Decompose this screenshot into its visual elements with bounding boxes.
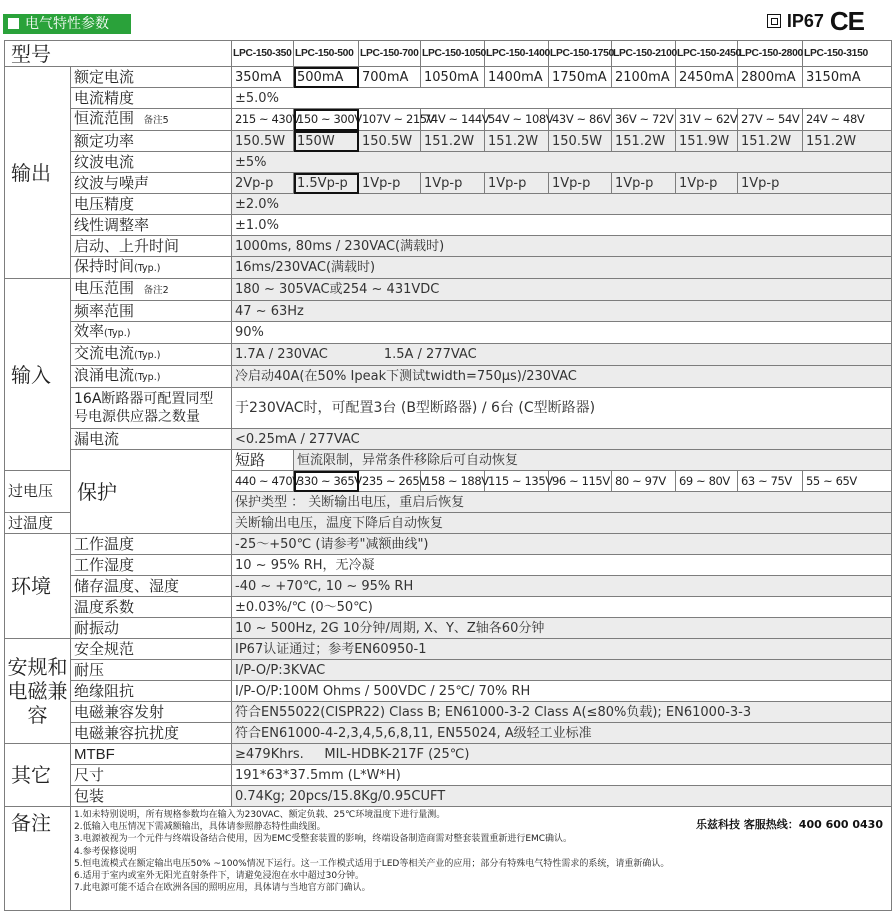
spec-label: 短路 (232, 450, 294, 471)
label-suffix: (Typ.) (104, 328, 131, 339)
spec-row (5, 152, 892, 173)
spec-label: 储存温度、湿度 (71, 576, 232, 597)
double-square-icon (767, 14, 781, 28)
spec-label: 尺寸 (71, 765, 232, 786)
value-cell: 1750mA (549, 67, 612, 88)
value-cell: 151.9W (676, 131, 738, 152)
note-item: 1.如未特别说明，所有规格参数均在输入为230VAC、额定负载、25℃环境温度下进行量测。 (74, 810, 446, 820)
spec-value: 191*63*37.5mm (L*W*H) (232, 765, 892, 786)
value-cell: 1Vp-p (421, 173, 485, 194)
spec-value: 于230VAC时，可配置3台 (B型断路器) / 6台 (C型断路器) (232, 388, 892, 429)
hotline: 乐兹科技 客服热线：400 600 0430 (695, 818, 883, 831)
spec-value: 关断输出电压，温度下降后自动恢复 (232, 513, 892, 534)
model-name: LPC-150-1050 (421, 41, 485, 67)
notes-row (5, 807, 892, 911)
value-cell: 24V ~ 48V (803, 109, 892, 131)
label-suffix: (Typ.) (134, 350, 161, 361)
spec-row (5, 366, 892, 388)
spec-row (5, 576, 892, 597)
spec-row (5, 257, 892, 279)
label-text: 恒流范围 (74, 109, 135, 127)
spec-row (5, 450, 892, 471)
ce-mark: CE (829, 5, 864, 36)
label-suffix: (Typ.) (134, 263, 161, 274)
spec-row (5, 322, 892, 344)
value-cell: 350mA (232, 67, 294, 88)
value-cell: 235 ~ 265V (359, 471, 421, 492)
spec-label: 包装 (71, 786, 232, 807)
value-cell: 158 ~ 188V (421, 471, 485, 492)
ip-rating: IP67 (786, 10, 824, 31)
spec-label (71, 322, 232, 344)
spec-table (4, 40, 892, 911)
ac-current-230: 1.7A / 230VAC (235, 347, 328, 362)
spec-value: ±1.0% (232, 215, 892, 236)
model-label: 型号 (5, 41, 232, 67)
section-title-badge (3, 14, 131, 34)
value-cell: 2450mA (676, 67, 738, 88)
spec-label: 电压精度 (71, 194, 232, 215)
category-input: 输入 (5, 279, 71, 471)
spec-value: -25～+50℃ (请参考"减额曲线") (232, 534, 892, 555)
spec-label (71, 257, 232, 279)
spec-label: 安全规范 (71, 639, 232, 660)
value-cell: 1Vp-p (676, 173, 738, 194)
spec-value: -40 ~ +70℃, 10 ~ 95% RH (232, 576, 892, 597)
spec-value: 0.74Kg; 20pcs/15.8Kg/0.95CUFT (232, 786, 892, 807)
section-title: 电气特性参数 (25, 16, 109, 32)
value-cell: 150.5W (232, 131, 294, 152)
spec-value: 90% (232, 322, 892, 344)
spec-value: 符合EN55022(CISPR22) Class B; EN61000-3-2 Class A(≤80%负载); EN61000-3-3 (232, 702, 892, 723)
spec-row (5, 88, 892, 109)
spec-row (5, 639, 892, 660)
model-name: LPC-150-2100 (612, 41, 676, 67)
spec-label (71, 109, 232, 131)
label-text: 交流电流 (74, 344, 135, 362)
spec-label (71, 279, 232, 301)
spec-value: 16ms/230VAC(满载时) (232, 257, 892, 279)
model-row (5, 41, 892, 67)
square-bullet-icon (8, 18, 19, 29)
spec-row (5, 597, 892, 618)
value-cell: 96 ~ 115V (549, 471, 612, 492)
value-cell: 1Vp-p (485, 173, 549, 194)
spec-value: I/P-O/P:3KVAC (232, 660, 892, 681)
note-ref: 备注2 (143, 285, 169, 296)
note-item: 3.电源被视为一个元件与终端设备结合使用，因为EMC受整套装置的影响，终端设备制造商需对整套装置重新进行EMC确认。 (74, 834, 573, 845)
value-cell: 74V ~ 144V (421, 109, 485, 131)
spec-row (5, 555, 892, 576)
category-protection: 保护 (71, 450, 232, 534)
value-cell: 27V ~ 54V (738, 109, 803, 131)
spec-row (5, 194, 892, 215)
spec-label: 线性调整率 (71, 215, 232, 236)
category-safety-emc: 安规和电磁兼容 (5, 639, 71, 744)
value-cell: 115 ~ 135V (485, 471, 549, 492)
spec-row (5, 681, 892, 702)
spec-value: 10 ~ 95% RH，无冷凝 (232, 555, 892, 576)
value-cell: 151.2W (421, 131, 485, 152)
model-name: LPC-150-2450 (676, 41, 738, 67)
spec-value: 10 ~ 500Hz, 2G 10分钟/周期, X、Y、Z轴各60分钟 (232, 618, 892, 639)
certifications (767, 5, 864, 36)
notes-cell (71, 807, 892, 911)
note-item: 7.此电源可能不适合在欧洲各国的照明应用，具体请与当地官方部门确认。 (74, 883, 371, 894)
spec-row (5, 67, 892, 88)
value-cell: 107V ~ 215V (359, 109, 421, 131)
spec-row (5, 660, 892, 681)
spec-label: 纹波电流 (71, 152, 232, 173)
spec-value: 180 ~ 305VAC或254 ~ 431VDC (232, 279, 892, 301)
value-cell: 54V ~ 108V (485, 109, 549, 131)
value-cell: 1400mA (485, 67, 549, 88)
value-cell: 1050mA (421, 67, 485, 88)
label-line: 号电源供应器之数量 (74, 409, 200, 425)
value-cell: 1Vp-p (359, 173, 421, 194)
spec-label (71, 344, 232, 366)
spec-value: ±0.03%/℃ (0～50℃) (232, 597, 892, 618)
value-cell: 2100mA (612, 67, 676, 88)
spec-label: 额定电流 (71, 67, 232, 88)
value-cell: 1Vp-p (549, 173, 612, 194)
value-cell: 215 ~ 430V (232, 109, 294, 131)
spec-row (5, 236, 892, 257)
spec-label (71, 366, 232, 388)
spec-row (5, 388, 892, 429)
value-cell: 2Vp-p (232, 173, 294, 194)
model-name: LPC-150-700 (359, 41, 421, 67)
label-suffix: (Typ.) (134, 372, 161, 383)
spec-row (5, 131, 892, 152)
value-cell: 80 ~ 97V (612, 471, 676, 492)
label-text: 效率 (74, 322, 105, 340)
spec-value: ≥479Khrs. MIL-HDBK-217F (25℃) (232, 744, 892, 765)
label-line: 16A断路器可配置同型 (74, 391, 214, 407)
note-item: 5.恒电流模式在额定输出电压50% ~100%情况下运行。这一工作模式适用于LED等相关产业的应用；部分有特殊电气特性需求的系统，请重新确认。 (74, 858, 670, 869)
value-cell: 55 ~ 65V (803, 471, 892, 492)
spec-row (5, 429, 892, 450)
value-cell: 69 ~ 80V (676, 471, 738, 492)
model-name: LPC-150-1400 (485, 41, 549, 67)
spec-label: 电流精度 (71, 88, 232, 109)
spec-label: MTBF (71, 744, 232, 765)
value-cell: 150W (294, 131, 359, 152)
value-cell: 1Vp-p (738, 173, 892, 194)
spec-label: 过电压 (5, 471, 71, 513)
spec-row (5, 344, 892, 366)
category-environment: 环境 (5, 534, 71, 639)
spec-label: 过温度 (5, 513, 71, 534)
spec-label: 漏电流 (71, 429, 232, 450)
spec-label: 耐振动 (71, 618, 232, 639)
value-cell: 440 ~ 470V (232, 471, 294, 492)
spec-row (5, 723, 892, 744)
spec-value: 47 ~ 63Hz (232, 301, 892, 322)
value-cell: 700mA (359, 67, 421, 88)
value-cell: 330 ~ 365V (294, 471, 359, 492)
spec-row (5, 173, 892, 194)
spec-label: 电磁兼容抗扰度 (71, 723, 232, 744)
value-cell: 150.5W (549, 131, 612, 152)
label-text: 浪涌电流 (74, 366, 135, 384)
spec-label: 启动、上升时间 (71, 236, 232, 257)
spec-value: 保护类型 ： 关断输出电压，重启后恢复 (232, 492, 892, 513)
value-cell: 1Vp-p (612, 173, 676, 194)
spec-row (5, 534, 892, 555)
value-cell: 36V ~ 72V (612, 109, 676, 131)
note-item: 6.适用于室内或室外无阳光直射条件下，请避免浸泡在水中超过30分钟。 (74, 871, 365, 882)
spec-value: IP67认证通过；参考EN60950-1 (232, 639, 892, 660)
spec-label: 额定功率 (71, 131, 232, 152)
ac-current-277: 1.5A / 277VAC (383, 347, 477, 362)
spec-value (232, 344, 892, 366)
value-cell: 1.5Vp-p (294, 173, 359, 194)
value-cell: 151.2W (738, 131, 803, 152)
model-name: LPC-150-1750 (549, 41, 612, 67)
spec-label: 耐压 (71, 660, 232, 681)
value-cell: 63 ~ 75V (738, 471, 803, 492)
spec-label: 纹波与噪声 (71, 173, 232, 194)
spec-value: 1000ms, 80ms / 230VAC(满载时) (232, 236, 892, 257)
value-cell: 3150mA (803, 67, 892, 88)
spec-row (5, 301, 892, 322)
spec-label: 工作温度 (71, 534, 232, 555)
spec-value: ±5.0% (232, 88, 892, 109)
spec-value: I/P-O/P:100M Ohms / 500VDC / 25℃/ 70% RH (232, 681, 892, 702)
spec-row (5, 215, 892, 236)
spec-row (5, 702, 892, 723)
model-name: LPC-150-350 (232, 41, 294, 67)
spec-value: ±2.0% (232, 194, 892, 215)
spec-row (5, 279, 892, 301)
note-ref: 备注5 (143, 115, 169, 126)
category-others: 其它 (5, 744, 71, 807)
spec-row (5, 618, 892, 639)
value-cell: 151.2W (612, 131, 676, 152)
value-cell: 150.5W (359, 131, 421, 152)
value-cell: 43V ~ 86V (549, 109, 612, 131)
spec-value: ±5% (232, 152, 892, 173)
spec-label (71, 388, 232, 429)
spec-label: 绝缘阻抗 (71, 681, 232, 702)
spec-label: 电磁兼容发射 (71, 702, 232, 723)
spec-label: 频率范围 (71, 301, 232, 322)
spec-label: 工作湿度 (71, 555, 232, 576)
top-bar (0, 0, 874, 40)
model-name: LPC-150-500 (294, 41, 359, 67)
label-text: 电压范围 (74, 279, 135, 297)
value-cell: 31V ~ 62V (676, 109, 738, 131)
spec-row (5, 744, 892, 765)
label-text: 保持时间 (74, 257, 135, 275)
value-cell: 2800mA (738, 67, 803, 88)
value-cell: 151.2W (803, 131, 892, 152)
model-name: LPC-150-2800 (738, 41, 803, 67)
spec-row (5, 786, 892, 807)
category-notes: 备注 (5, 807, 71, 911)
spec-value: 符合EN61000-4-2,3,4,5,6,8,11, EN55024, A级轻工业标准 (232, 723, 892, 744)
value-cell: 151.2W (485, 131, 549, 152)
spec-value: 恒流限制，异常条件移除后可自动恢复 (294, 450, 892, 471)
spec-row (5, 109, 892, 131)
value-cell: 500mA (294, 67, 359, 88)
spec-value: 冷启动40A(在50% Ipeak下测试twidth=750μs)/230VAC (232, 366, 892, 388)
spec-row (5, 765, 892, 786)
spec-label: 温度系数 (71, 597, 232, 618)
value-cell: 150 ~ 300V (294, 109, 359, 131)
spec-value: <0.25mA / 277VAC (232, 429, 892, 450)
note-item: 4.参考保修说明 (74, 846, 137, 857)
category-output: 输出 (5, 67, 71, 279)
model-name: LPC-150-3150 (803, 41, 892, 67)
note-item: 2.低输入电压情况下需减额输出，具体请参照静态特性曲线图。 (74, 822, 326, 833)
